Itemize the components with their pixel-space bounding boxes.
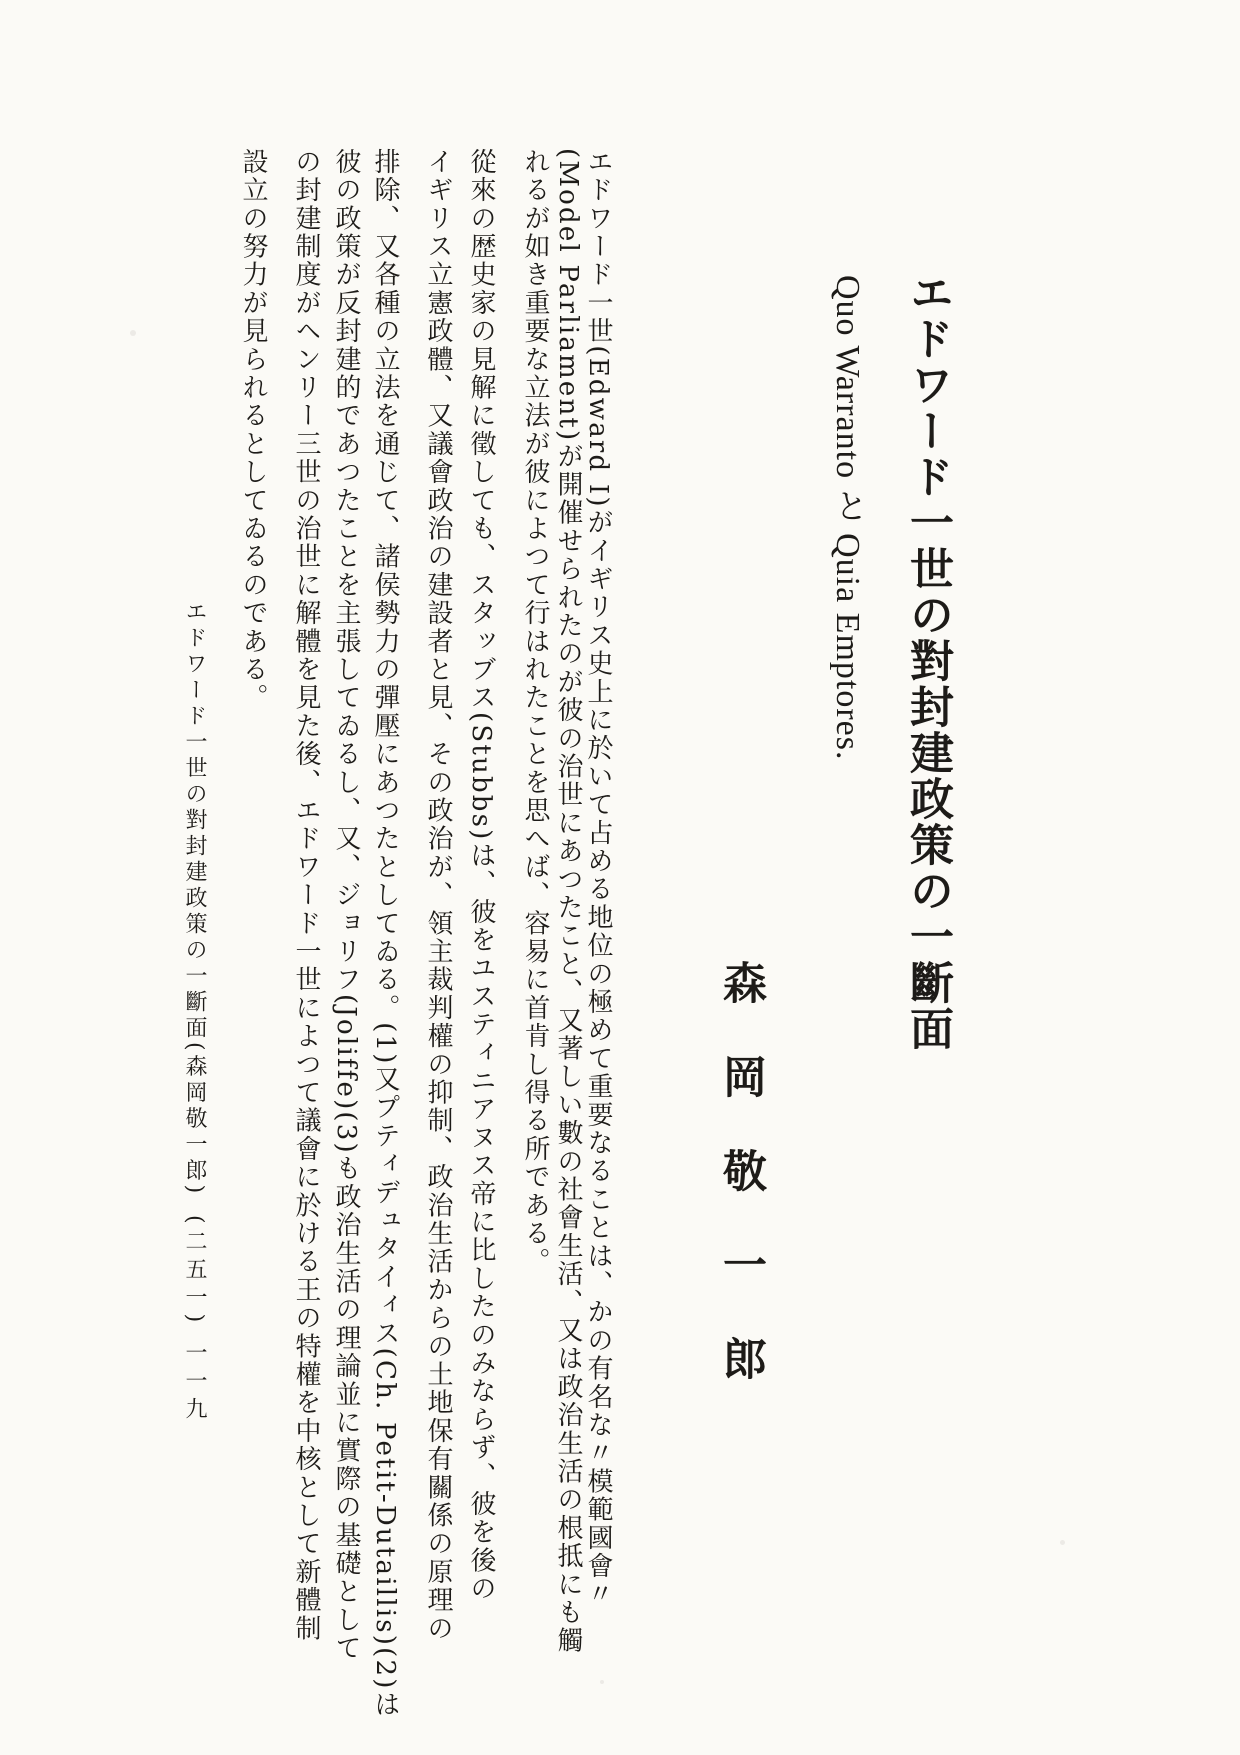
body-line: れるが如き重要な立法が彼によつて行はれたことを思へば、容易に首肯し得る所である。	[520, 148, 550, 1276]
body-line: 從來の歴史家の見解に徵しても、スタッブス(Stubbs)は、彼をユスティニアヌス帝に比したのみならず、彼を後の	[466, 148, 496, 1603]
body-line: エドワード一世(Edward I)がイギリス史上に於いて占める地位の極めて重要なることは、かの有名な〃模範國會〃	[583, 148, 613, 1609]
body-line: 排除、又各種の立法を通じて、諸侯勢力の彈壓にあつたとしてゐる。(1)又プティデュタイィス(Ch. Petit-Dutaillis)(2)は	[370, 148, 400, 1719]
body-line: 彼の政策が反封建的であつたことを主張してゐるし、又、ジョリフ(Joliffe)(3)も政治生活の理論並に實際の基礎として	[331, 148, 361, 1663]
article-subtitle: Quo Warranto と Quia Emptores.	[829, 275, 866, 761]
scan-spot	[1060, 1540, 1065, 1545]
scan-spot	[130, 330, 136, 336]
article-title: エドワード一世の對封建政策の一斷面	[902, 270, 953, 1052]
body-line: 設立の努力が見られるとしてゐるのである。	[238, 148, 268, 712]
author-name: 森岡敬一郎	[715, 960, 766, 1430]
body-line: イギリス立憲政體、又議會政治の建設者と見、その政治が、領主裁判權の抑制、政治生活からの土地保有關係の原理の	[423, 148, 453, 1643]
scan-spot	[600, 1680, 604, 1684]
body-line: の封建制度がヘンリー三世の治世に解體を見た後、エドワード一世によつて議會に於ける王の特權を中核として新體制	[291, 148, 321, 1643]
page-number: (二五一) 一一九	[182, 1215, 207, 1426]
running-head: エドワード一世の對封建政策の一斷面(森岡敬一郎)	[182, 600, 207, 1198]
body-line: (Model Parliament)が開催せられたのが彼の治世にあつたこと、又著しい數の社會生活、又は政治生活の根抵にも觸	[553, 148, 583, 1655]
